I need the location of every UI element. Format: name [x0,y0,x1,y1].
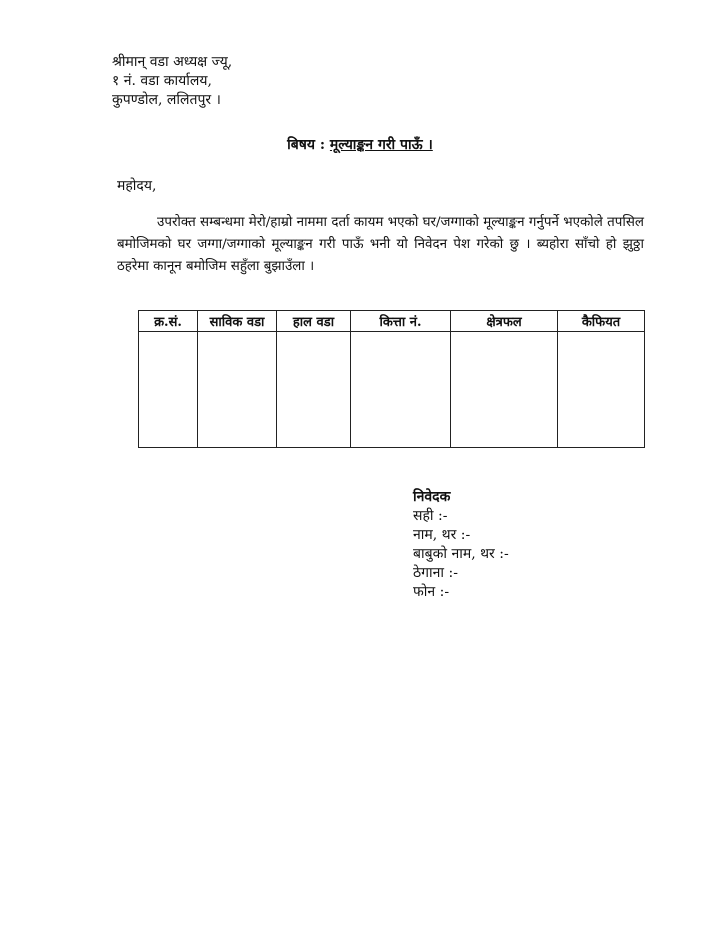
cell-plot-number [351,332,451,448]
applicant-heading: निवेदक [413,489,451,505]
header-serial: क्र.सं. [139,311,198,332]
table-row [139,332,645,448]
header-plot-number: कित्ता नं. [351,311,451,332]
body-paragraph [117,212,644,278]
cell-remarks [558,332,645,448]
address-line-1: श्रीमान् वडा अध्यक्ष ज्यू, [112,54,233,70]
address-line-3: कुपण्डोल, ललितपुर । [112,92,221,108]
header-old-ward: साविक वडा [198,311,277,332]
address-field: ठेगाना :- [413,565,458,581]
subject-line [0,136,720,155]
header-area: क्षेत्रफल [451,311,558,332]
salutation: महोदय, [117,178,157,194]
subject-label: बिषय : [287,137,326,153]
subject-title: मूल्याङ्कन गरी पाऊँ । [329,137,433,153]
cell-old-ward [198,332,277,448]
cell-serial [139,332,198,448]
cell-area [451,332,558,448]
phone-field: फोन :- [413,584,450,600]
signature-field: सही :- [413,508,448,524]
table-header-row [139,311,645,332]
address-line-2: १ नं. वडा कार्यालय, [112,73,212,89]
cell-current-ward [277,332,351,448]
body-text: उपरोक्त सम्बन्धमा मेरो/हाम्रो नाममा दर्ता कायम भएको घर/जग्गाको मूल्याङ्कन गर्नुपर्ने भएकोले तपसिल बमोजिमको घर जग्गा/जग्गाको मूल्याङ्कन गरी पाऊँ भनी यो निवेदन पेश गरेको छु । ब्यहोरा साँचो हो झुठ्ठा ठहरेमा कानून बमोजिम सहुँला बुझाउँला । [117,215,644,274]
header-current-ward: हाल वडा [277,311,351,332]
name-field: नाम, थर :- [413,527,471,543]
header-remarks: कैफियत [558,311,645,332]
details-table [138,310,645,448]
father-name-field: बाबुको नाम, थर :- [413,546,509,562]
